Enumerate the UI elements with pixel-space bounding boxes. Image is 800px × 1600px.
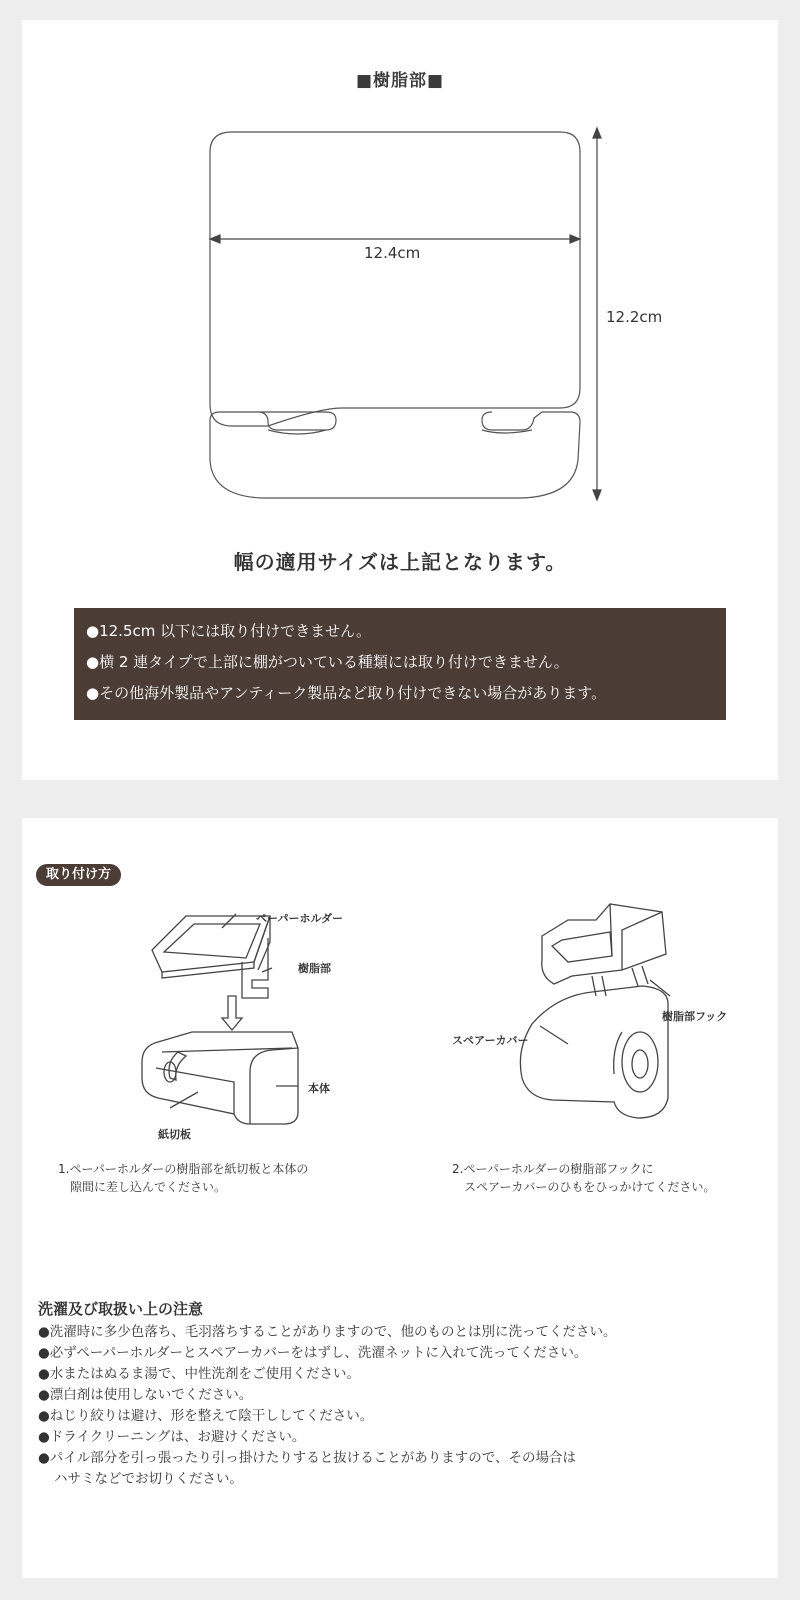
care-title: 洗濯及び取扱い上の注意 [38,1300,204,1318]
care-line: ●水またはぬるま湯で、中性洗剤をご使用ください。 [38,1366,361,1382]
step-2 [452,1160,715,1196]
install-badge: 取り付け方 [36,864,121,886]
notice-line: ●横 2 連タイプで上部に棚がついている種類には取り付けできません。 [86,653,569,671]
notice-line: ●12.5cm 以下には取り付けできません。 [86,622,372,640]
height-dimension-arrow [593,128,601,500]
label-cutter: 紙切板 [158,1128,191,1141]
resin-part-diagram [22,20,778,540]
resin-size-panel [22,20,778,780]
resin-plate-outline [210,132,580,426]
section-title: ■樹脂部■ [355,71,445,91]
step-1-line-1: 1.ペーパーホルダーの樹脂部を紙切板と本体の [58,1162,309,1176]
label-body: 本体 [308,1082,330,1095]
notice-box [74,608,726,720]
care-line: ●洗濯時に多少色落ち、毛羽落ちすることがありますので、他のものとは別に洗ってください。 [38,1324,617,1340]
step-1 [58,1160,308,1196]
resin-tab-outline [220,412,336,430]
label-paper-holder: ペーパーホルダー [256,912,344,925]
care-line: ●ドライクリーニングは、お避けください。 [38,1429,306,1445]
label-resin-hook: 樹脂部フック [662,1010,728,1023]
step-1-line-2: 隙間に差し込んでください。 [70,1180,227,1194]
care-line: ●ねじり絞りは避け、形を整えて陰干ししてください。 [38,1408,374,1424]
care-list [38,1322,768,1490]
install-care-panel [22,818,778,1578]
care-line: ハサミなどでお切りください。 [54,1471,243,1487]
label-resin-part: 樹脂部 [298,962,331,975]
notice-line: ●その他海外製品やアンティーク製品など取り付けできない場合があります。 [86,684,607,702]
width-dimension-arrow [210,235,580,243]
size-caption: 幅の適用サイズは上記となります。 [233,550,567,574]
care-line: ●漂白剤は使用しないでください。 [38,1387,253,1403]
step-2-line-2: スペアーカバーのひもをひっかけてください。 [464,1180,716,1194]
install-diagram-1 [122,902,362,1152]
height-label: 12.2cm [606,308,663,326]
label-spare-cover: スペアーカバー [452,1034,529,1047]
width-label: 12.4cm [364,244,421,262]
care-line: ●パイル部分を引っ張ったり引っ掛けたりすると抜けることがありますので、その場合は [38,1450,577,1466]
care-line: ●必ずペーパーホルダーとスペアーカバーをはずし、洗濯ネットに入れて洗ってください。 [38,1345,588,1361]
step-2-line-1: 2.ペーパーホルダーの樹脂部フックに [452,1162,654,1176]
